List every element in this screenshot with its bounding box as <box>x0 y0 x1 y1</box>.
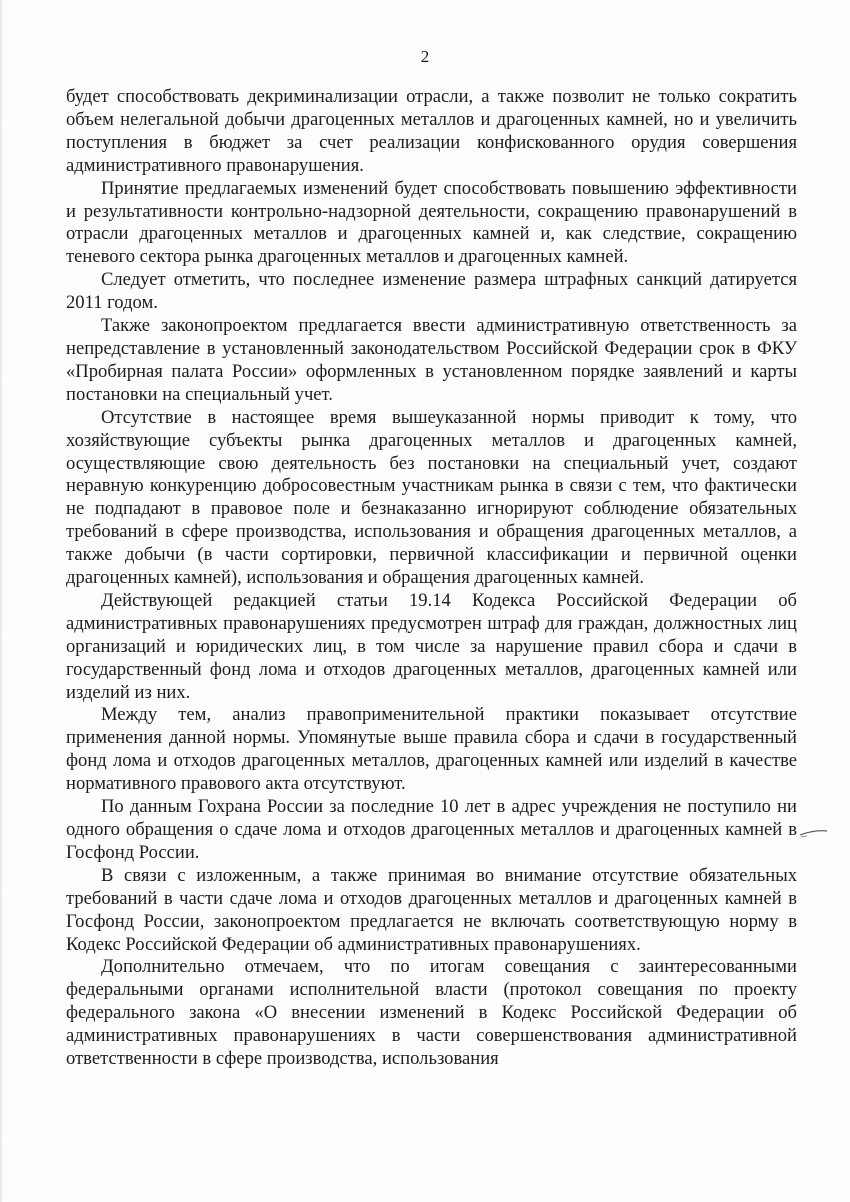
scan-edge-shadow <box>0 0 3 1202</box>
paragraph-8: По данным Гохрана России за последние 10 лет в адрес учреждения не поступило ни одного обращения о сдаче лома и отходов драгоценных металлов и драгоценных камней в Госфонд России. <box>66 796 797 863</box>
paragraph-3: Следует отметить, что последнее изменение размера штрафных санкций датируется 2011 годом. <box>66 269 797 314</box>
page-number: 2 <box>420 47 430 66</box>
paragraph-4: Также законопроектом предлагается ввести административную ответственность за непредставление в установленный законодательством Российской Федерации срок в ФКУ «Пробирная палата России» оформленных в установленном порядке заявлений и карты постановки на специальный учет. <box>66 315 797 405</box>
paragraph-6: Действующей редакцией статьи 19.14 Кодекса Российской Федерации об административных правонарушениях предусмотрен штраф для граждан, должностных лиц организаций и юридических лиц, в том числе за нарушение правил сбора и сдачи в государственный фонд лома и отходов драгоценных металлов, драгоценных камней или изделий из них. <box>66 589 797 703</box>
paragraph-2: Принятие предлагаемых изменений будет способствовать повышению эффективности и результативности контрольно-надзорной деятельности, сокращению правонарушений в отрасли драгоценных металлов и драгоценных камней и, как следствие, сокращению теневого сектора рынка драгоценных металлов и драгоценных камней. <box>66 177 797 268</box>
paragraph-5: Отсутствие в настоящее время вышеуказанной нормы приводит к тому, что хозяйствующие субъекты рынка драгоценных металлов и драгоценных камней, осуществляющие свою деятельность без постановки на специальный учет, создают неравную конкуренцию добросовестным участникам рынка в связи с тем, что фактически не подпадают в правовое поле и безнаказанно игнорируют соблюдение обязательных требований в сфере производства, использования и обращения драгоценных металлов, а также добычи (в части сортировки, первичной классификации и первичной оценки драгоценных камней), использования и обращения драгоценных камней. <box>66 406 797 589</box>
pen-tick-mark-icon <box>798 826 830 842</box>
paragraph-7: Между тем, анализ правоприменительной практики показывает отсутствие применения данной нормы. Упомянутые выше правила сбора и сдачи в государственный фонд лома и отходов драгоценных металлов, драгоценных камней или изделий в качестве нормативного правового акта отсутствуют. <box>66 704 797 795</box>
paragraph-9: В связи с изложенным, а также принимая во внимание отсутствие обязательных требований в части сдаче лома и отходов драгоценных металлов и драгоценных камней в Госфонд России, законопроектом предлагается не включать соответствующую норму в Кодекс Российской Федерации об административных правонарушениях. <box>66 864 797 955</box>
document-body <box>66 86 797 1071</box>
paragraph-10: Дополнительно отмечаем, что по итогам совещания с заинтересованными федеральными органами исполнительной власти (протокол совещания по проекту федерального закона «О внесении изменений в Кодекс Российской Федерации об административных правонарушениях в части совершенствования административной ответственности в сфере производства, использования <box>66 956 797 1070</box>
paragraph-1: будет способствовать декриминализации отрасли, а также позволит не только сократить объем нелегальной добычи драгоценных металлов и драгоценных камней, но и увеличить поступления в бюджет за счет реализации конфискованного орудия совершения административного правонарушения. <box>66 86 797 176</box>
